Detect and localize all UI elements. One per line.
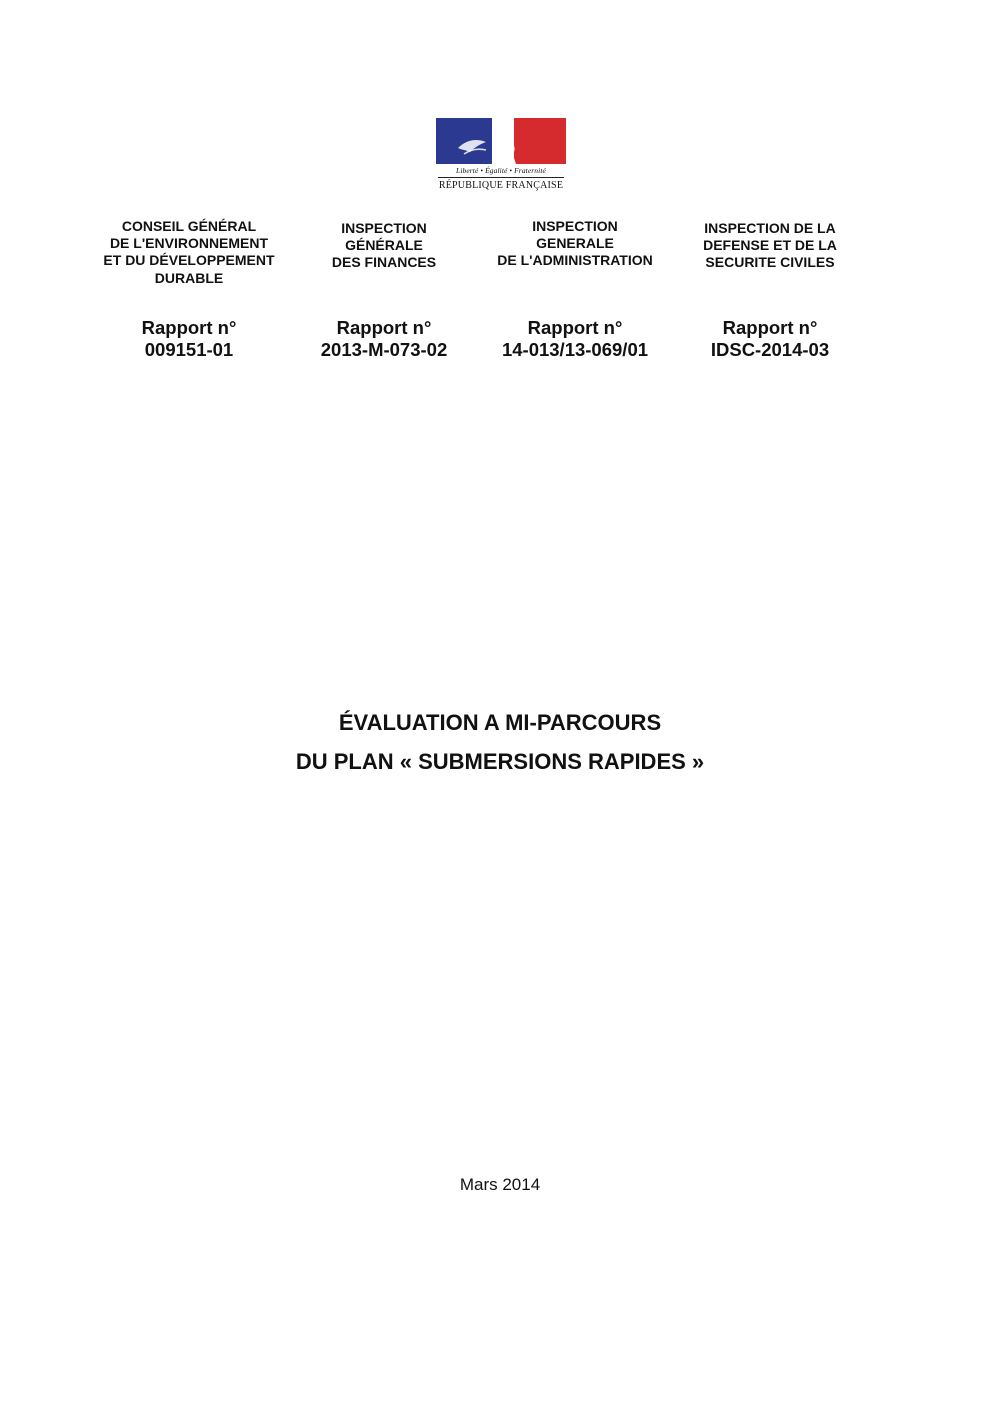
organization-igf: [284, 218, 484, 361]
republique-francaise-text: RÉPUBLIQUE FRANÇAISE: [438, 180, 564, 191]
report-label: Rapport n°: [527, 317, 623, 338]
organization-idsc: [670, 218, 870, 361]
organization-name: CONSEIL GÉNÉRAL DE L'ENVIRONNEMENT ET DU DÉVELOPPEMENT DURABLE: [103, 218, 275, 286]
logo-divider: [438, 177, 564, 178]
report-label: Rapport n°: [336, 317, 432, 338]
marianne-flag-icon: [436, 118, 566, 164]
report-number: 14-013/13-069/01: [501, 339, 649, 360]
report-number: 2013-M-073-02: [320, 339, 448, 360]
report-number: 009151-01: [144, 339, 234, 360]
report-title-line-1: ÉVALUATION A MI-PARCOURS: [338, 710, 662, 735]
report-label: Rapport n°: [722, 317, 818, 338]
organization-name: INSPECTION GÉNÉRALE DES FINANCES: [331, 220, 437, 271]
republique-francaise-logo: [436, 118, 566, 196]
report-number: IDSC-2014-03: [710, 339, 830, 360]
motto-text: Liberté • Égalité • Fraternité: [456, 166, 546, 175]
organization-name: INSPECTION DE LA DEFENSE ET DE LA SECURITE CIVILES: [703, 220, 837, 271]
organization-cgedd: [89, 218, 289, 361]
report-label: Rapport n°: [141, 317, 237, 338]
organization-name: INSPECTION GENERALE DE L'ADMINISTRATION: [497, 218, 653, 269]
organization-iga: [475, 218, 675, 361]
report-date: Mars 2014: [459, 1175, 541, 1194]
report-title-line-2: DU PLAN « SUBMERSIONS RAPIDES »: [295, 749, 705, 774]
